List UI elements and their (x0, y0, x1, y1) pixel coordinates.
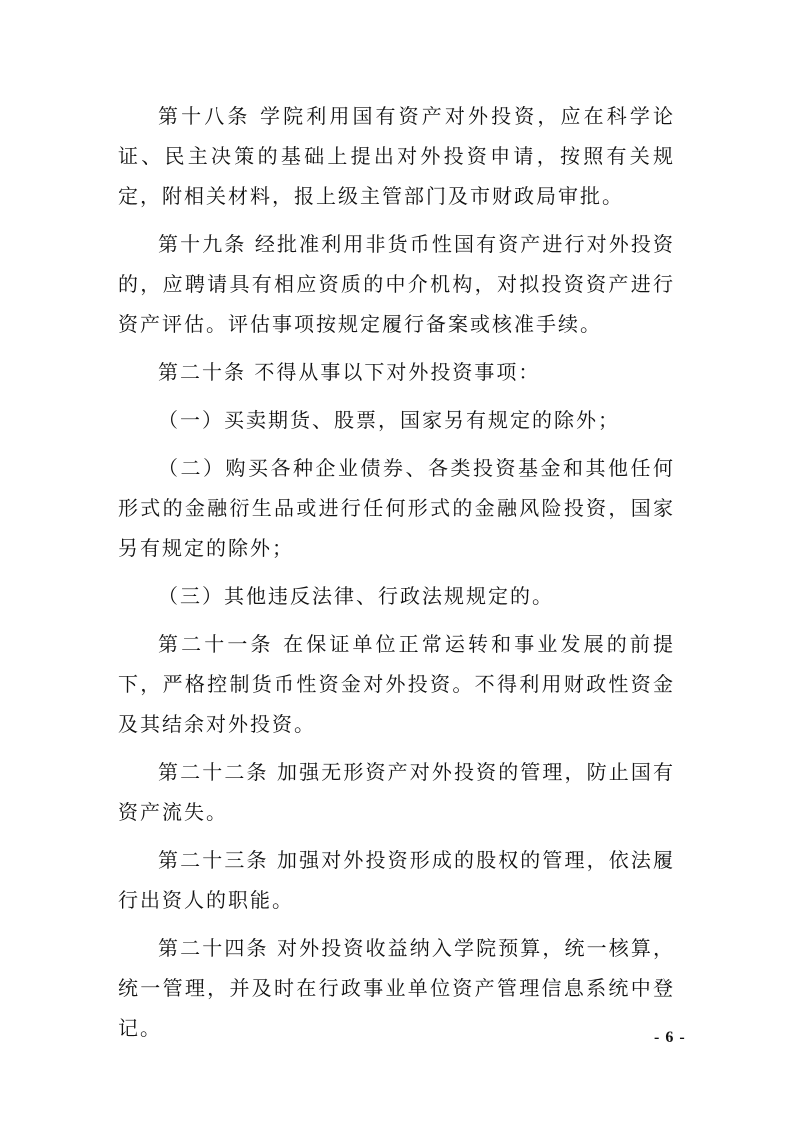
article-23-paragraph: 第二十三条 加强对外投资形成的股权的管理，依法履行出资人的职能。 (118, 848, 675, 912)
article-20-paragraph: 第二十条 不得从事以下对外投资事项： (158, 360, 541, 384)
article-21-paragraph: 第二十一条 在保证单位正常运转和事业发展的前提下，严格控制货币性资金对外投资。不得利用财政性资金及其结余对外投资。 (118, 632, 675, 736)
article-24-paragraph: 第二十四条 对外投资收益纳入学院预算，统一核算，统一管理，并及时在行政事业单位资产管理信息系统中登记。 (118, 936, 675, 1040)
page-number: - 6 - (654, 1029, 686, 1046)
article-22-paragraph: 第二十二条 加强无形资产对外投资的管理，防止国有资产流失。 (118, 760, 675, 824)
article-20-item-2: （二）购买各种企业债券、各类投资基金和其他任何形式的金融衍生品或进行任何形式的金融风险投资，国家另有规定的除外； (118, 456, 675, 560)
article-20-item-1: （一）买卖期货、股票，国家另有规定的除外； (158, 408, 620, 432)
article-18-paragraph: 第十八条 学院利用国有资产对外投资，应在科学论证、民主决策的基础上提出对外投资申请，按照有关规定，附相关材料，报上级主管部门及市财政局审批。 (118, 104, 675, 208)
document-body (118, 96, 675, 1056)
article-20-item-3: （三）其他违反法律、行政法规规定的。 (158, 584, 554, 608)
article-19-paragraph: 第十九条 经批准利用非货币性国有资产进行对外投资的，应聘请具有相应资质的中介机构，对拟投资资产进行资产评估。评估事项按规定履行备案或核准手续。 (118, 232, 675, 336)
